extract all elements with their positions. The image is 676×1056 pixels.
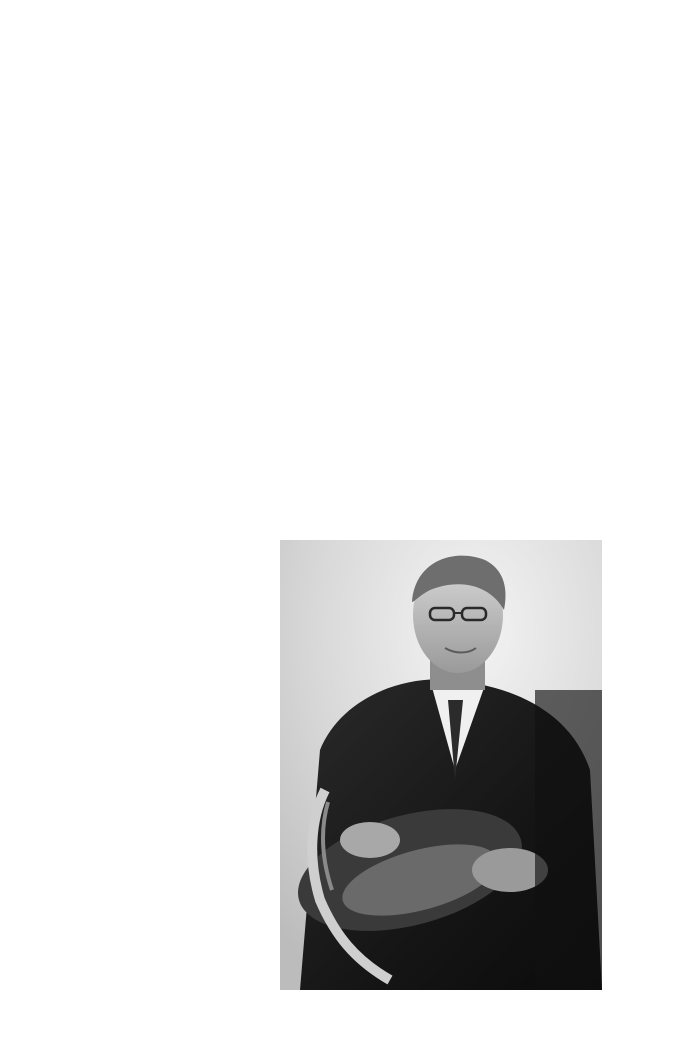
portrait-illustration <box>280 540 602 990</box>
portrait-photo <box>280 540 602 990</box>
